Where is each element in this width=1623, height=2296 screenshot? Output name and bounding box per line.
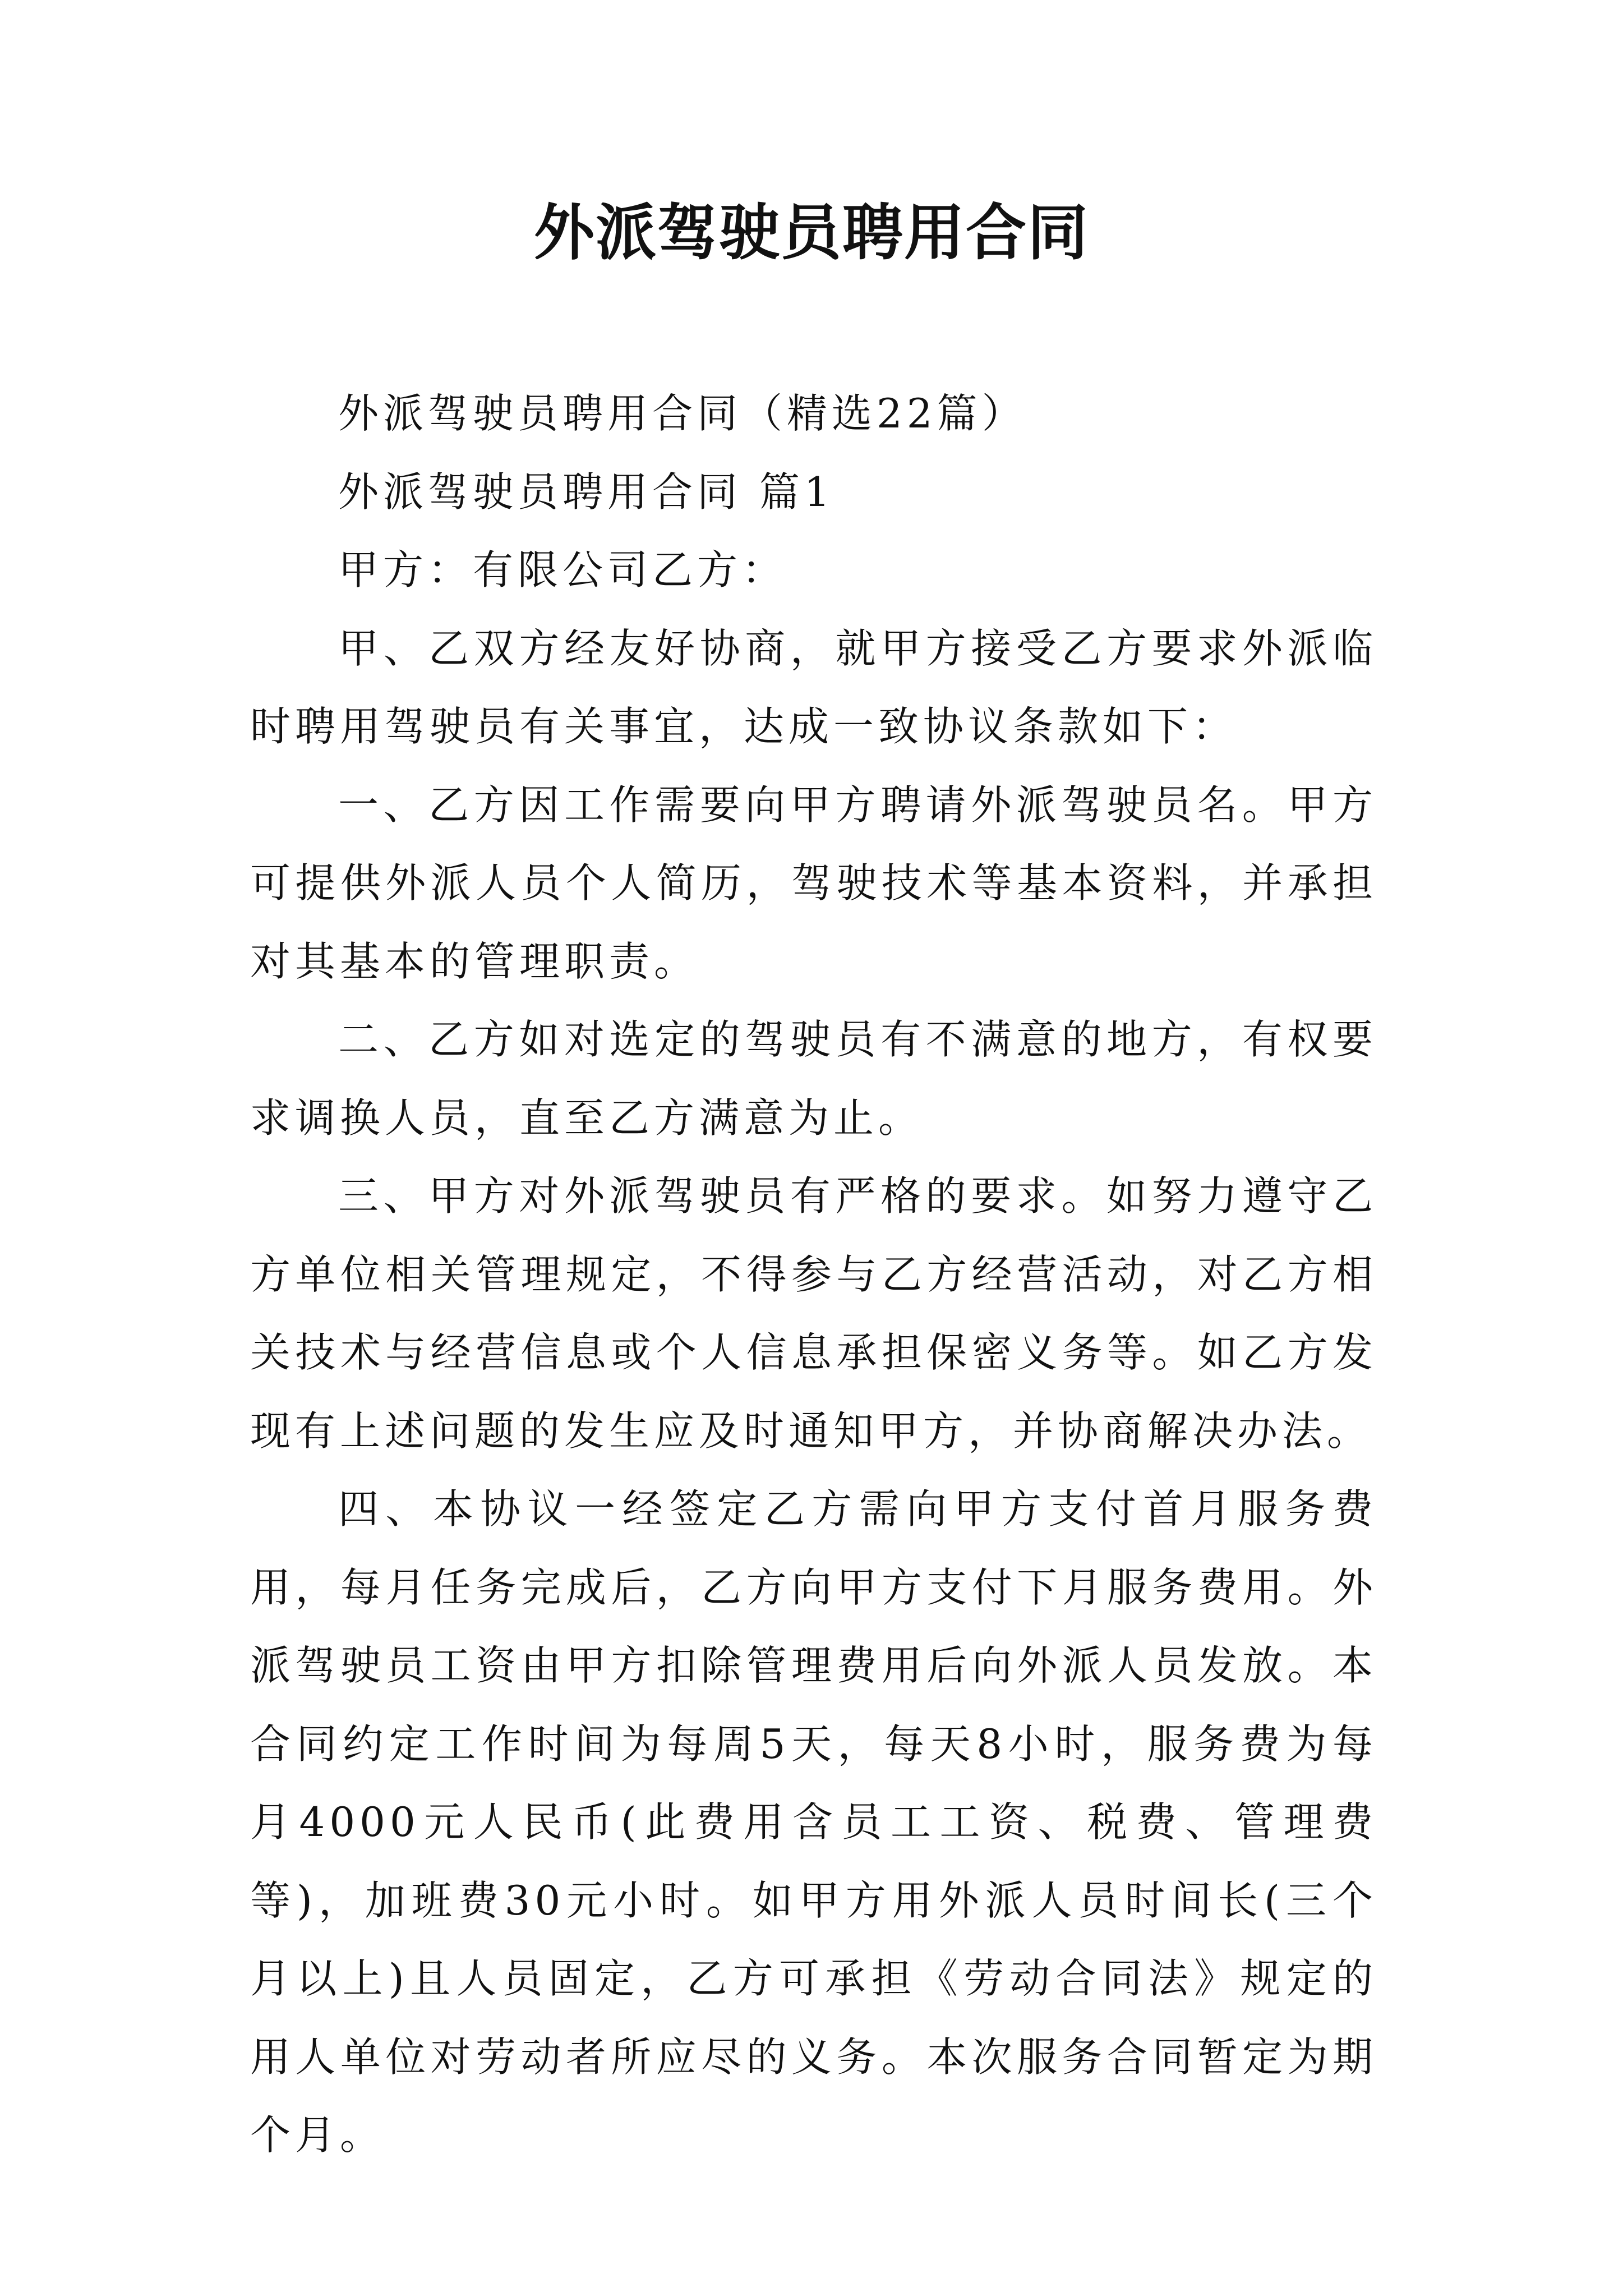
document-body xyxy=(250,375,1377,2175)
paragraph-preamble: 甲、乙双方经友好协商，就甲方接受乙方要求外派临时聘用驾驶员有关事宜，达成一致协议条款如下： xyxy=(250,624,1377,750)
paragraph-clause-2: 二、乙方如对选定的驾驶员有不满意的地方，有权要求调换人员，直至乙方满意为止。 xyxy=(250,1016,1377,1142)
document-title: 外派驾驶员聘用合同 xyxy=(533,197,1089,268)
paragraph-clause-3: 三、甲方对外派驾驶员有严格的要求。如努力遵守乙方单位相关管理规定，不得参与乙方经营活动，对乙方相关技术与经营信息或个人信息承担保密义务等。如乙方发现有上述问题的发生应及时通知甲方，并协商解决办法。 xyxy=(250,1172,1377,1455)
paragraph-section-heading: 外派驾驶员聘用合同 篇1 xyxy=(338,468,834,516)
paragraph-clause-4: 四、本协议一经签定乙方需向甲方支付首月服务费用，每月任务完成后，乙方向甲方支付下月服务费用。外派驾驶员工资由甲方扣除管理费用后向外派人员发放。本合同约定工作时间为每周5天，每天8小时，服务费为每月4000元人民币(此费用含员工工资、税费、管理费等)，加班费30元小时。如甲方用外派人员时间长(三个月以上)且人员固定，乙方可承担《劳动合同法》规定的用人单位对劳动者所应尽的义务。本次服务合同暂定为期个月。 xyxy=(250,1485,1377,2159)
paragraph-parties: 甲方：有限公司乙方： xyxy=(338,546,787,593)
paragraph-clause-1: 一、乙方因工作需要向甲方聘请外派驾驶员名。甲方可提供外派人员个人简历，驾驶技术等基本资料，并承担对其基本的管理职责。 xyxy=(250,781,1377,985)
paragraph-subtitle: 外派驾驶员聘用合同（精选22篇） xyxy=(338,390,1027,437)
